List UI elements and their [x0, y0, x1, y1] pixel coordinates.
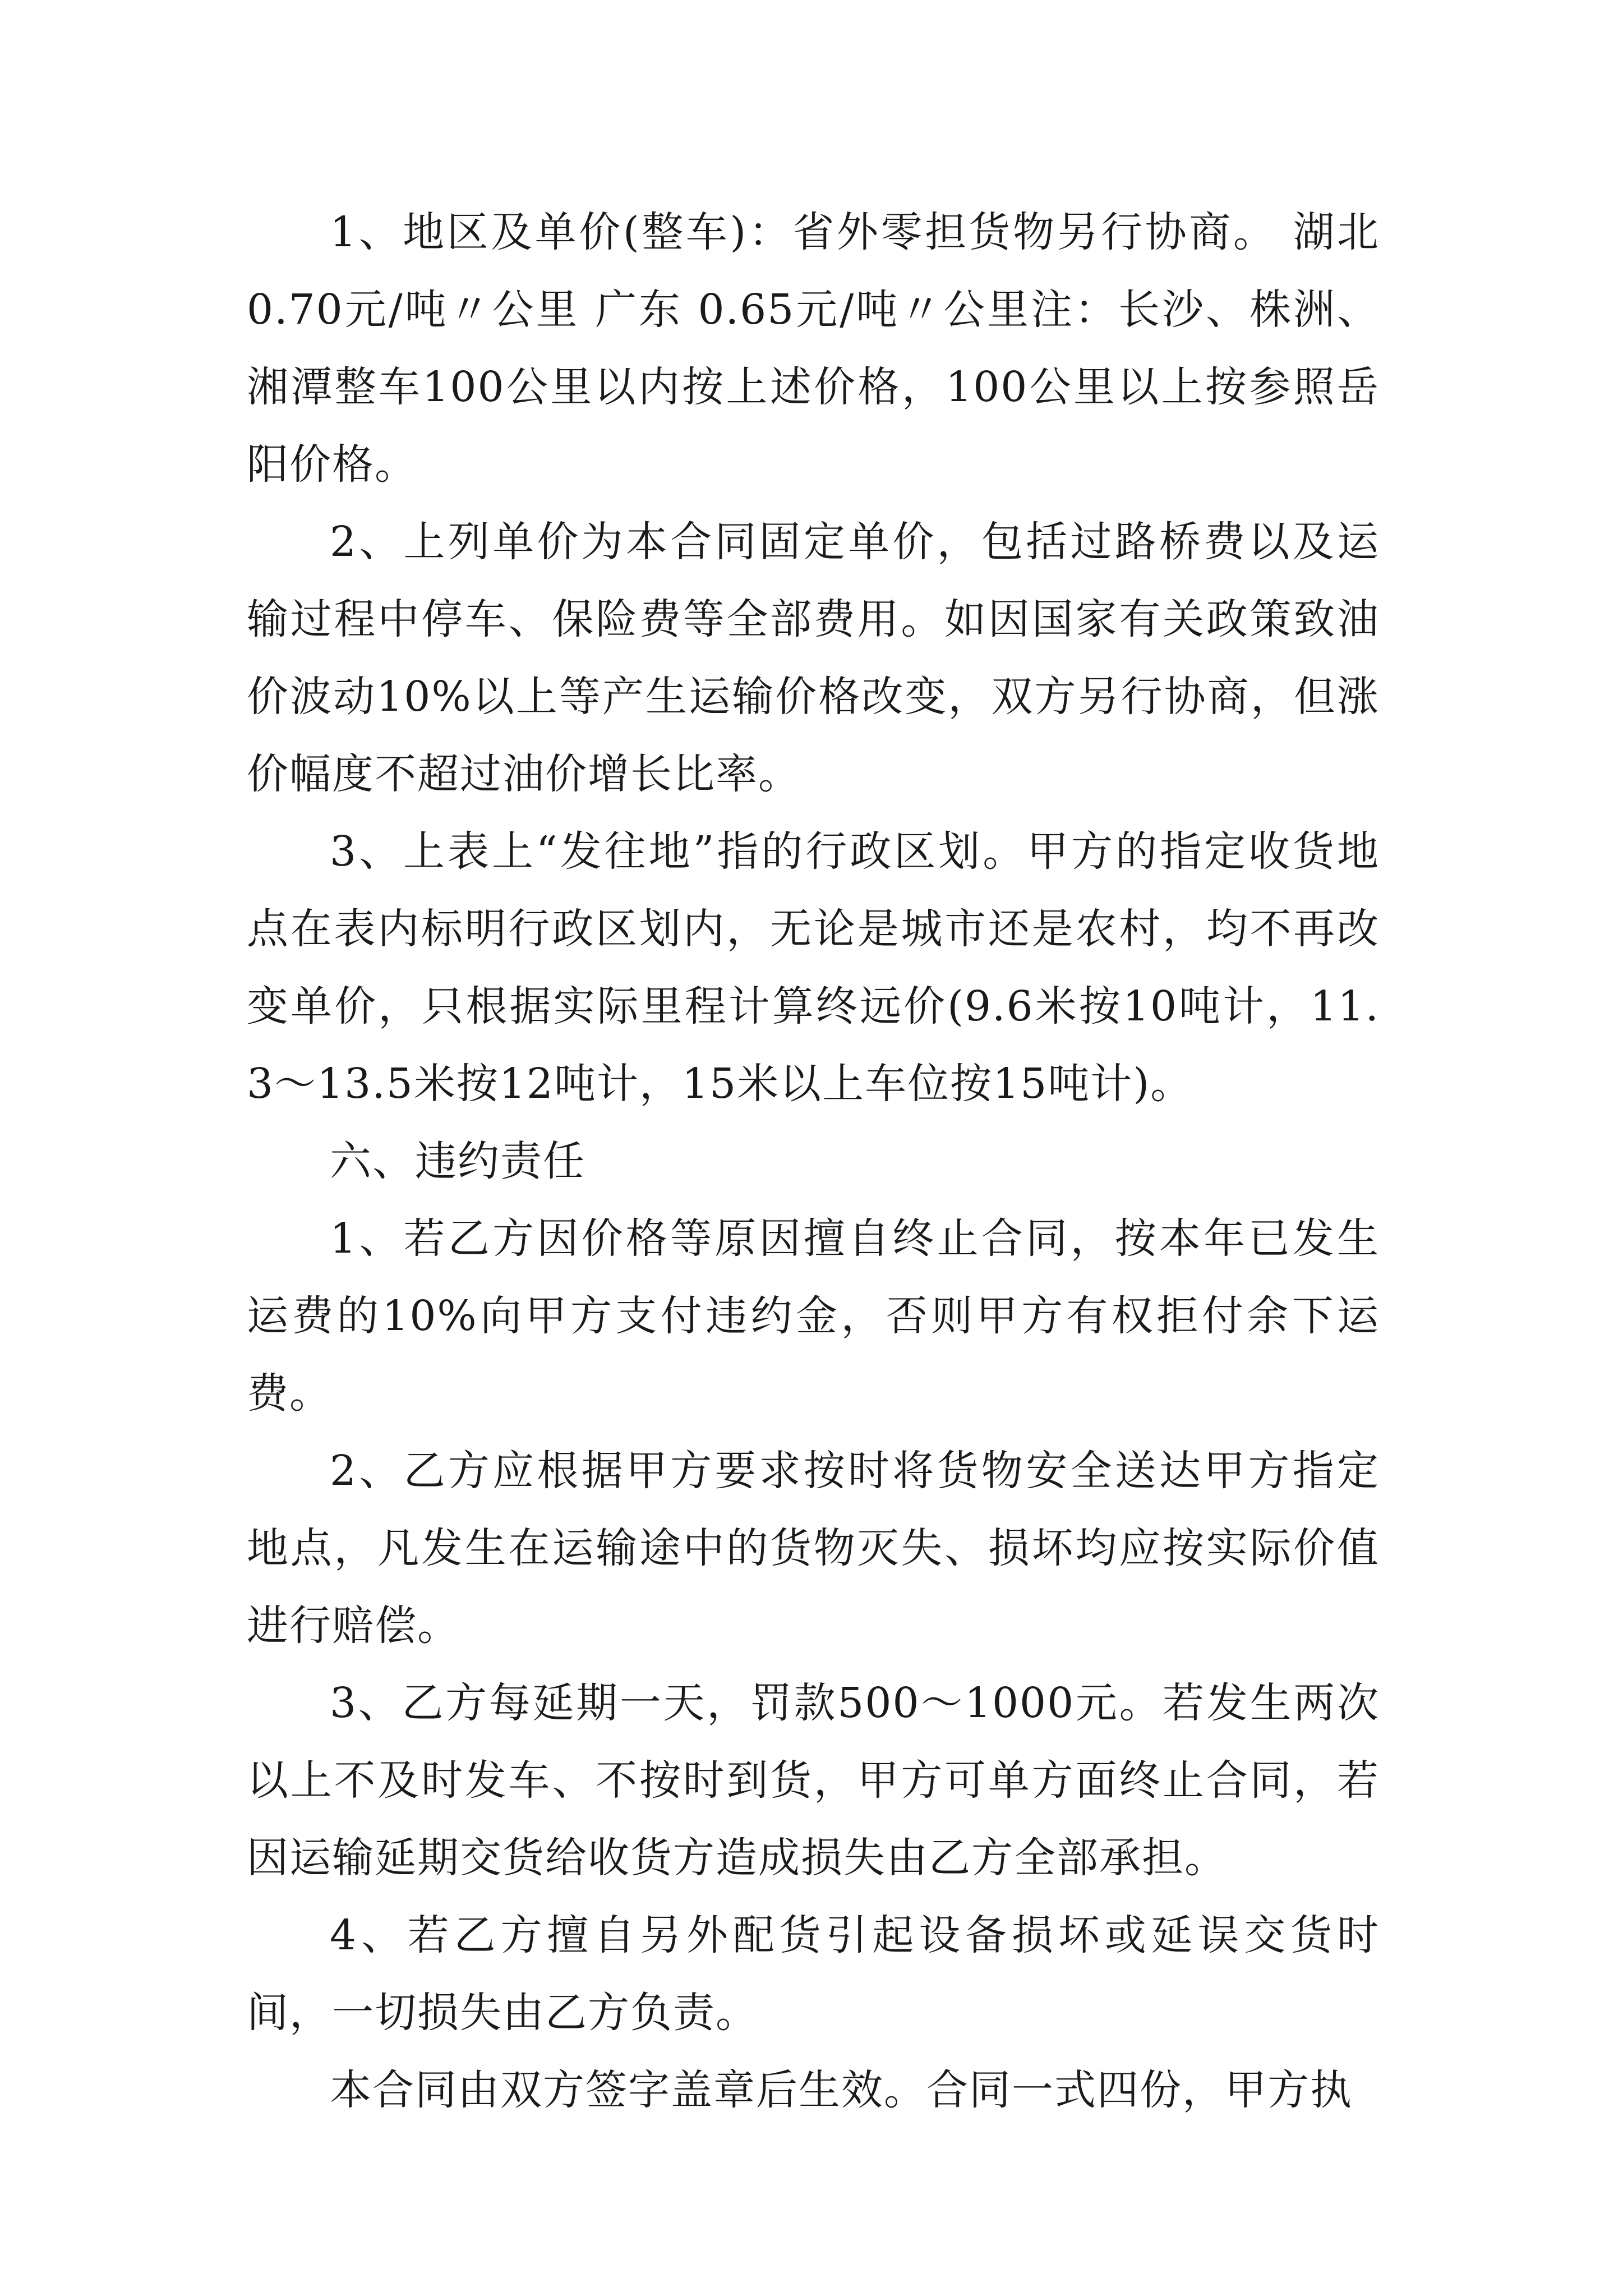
liability-clause-3: 3、乙方每延期一天，罚款500～1000元。若发生两次以上不及时发车、不按时到货，甲方可单方面终止合同，若因运输延期交货给收货方造成损失由乙方全部承担。: [247, 1679, 1380, 1882]
section-heading-liability: 六、违约责任: [330, 1137, 585, 1185]
liability-clause-1: 1、若乙方因价格等原因擅自终止合同，按本年已发生运费的10%向甲方支付违约金，否则甲方有权拒付余下运费。: [247, 1214, 1380, 1418]
effectiveness-clause: 本合同由双方签字盖章后生效。合同一式四份，甲方执: [330, 2066, 1353, 2114]
liability-clause-2: 2、乙方应根据甲方要求按时将货物安全送达甲方指定地点，凡发生在运输途中的货物灭失、损坏均应按实际价值进行赔偿。: [247, 1447, 1380, 1650]
liability-clause-4: 4、若乙方擅自另外配货引起设备损坏或延误交货时间，一切损失由乙方负责。: [247, 1911, 1380, 2037]
clause-fixed-price: 2、上列单价为本合同固定单价，包括过路桥费以及运输过程中停车、保险费等全部费用。如因国家有关政策致油价波动10%以上等产生运输价格改变，双方另行协商，但涨价幅度不超过油价增长比率。: [247, 518, 1380, 798]
document-body: [247, 194, 1380, 2129]
clause-unit-price: 1、地区及单价(整车)：省外零担货物另行协商。 湖北0.70元/吨〃公里 广东 0.65元/吨〃公里注：长沙、株洲、湘潭整车100公里以内按上述价格，100公里以上按参照岳阳价格。: [247, 208, 1380, 489]
clause-destination: 3、上表上“发往地”指的行政区划。甲方的指定收货地点在表内标明行政区划内，无论是城市还是农村，均不再改变单价，只根据实际里程计算终远价(9.6米按10吨计，11.3～13.5米按12吨计，15米以上车位按15吨计)。: [247, 827, 1380, 1108]
